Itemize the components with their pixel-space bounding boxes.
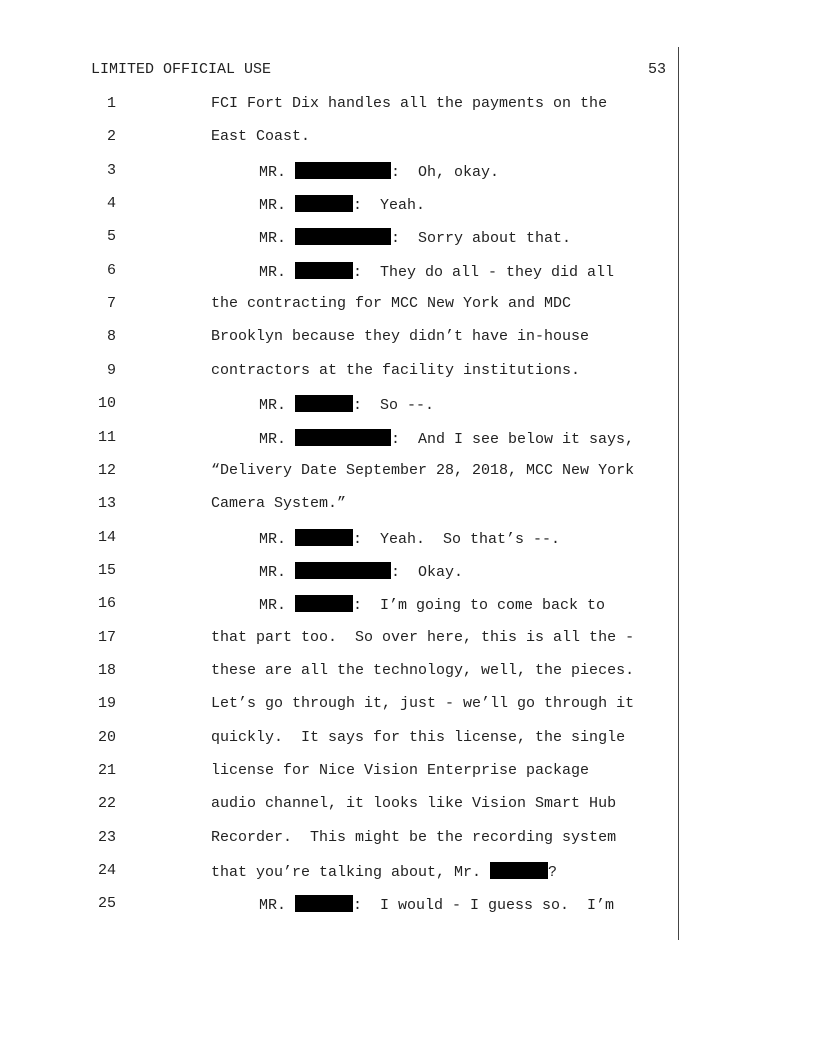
line-number: 17	[97, 628, 116, 646]
text-segment: MR.	[259, 430, 296, 448]
text-segment: FCI Fort Dix handles all the payments on the	[211, 95, 608, 112]
text-segment: Let’s go through it, just - we’ll go through it	[211, 695, 635, 713]
line-number: 24	[97, 862, 116, 880]
text-segment: MR.	[259, 897, 296, 915]
line-number: 14	[97, 528, 116, 546]
text-segment: quickly. It says for this license, the single	[211, 728, 626, 746]
redaction-box	[295, 195, 353, 212]
line-text	[211, 128, 310, 145]
text-segment: : Oh, okay.	[391, 163, 500, 181]
text-segment: MR.	[259, 197, 296, 215]
text-segment: MR.	[259, 530, 296, 548]
text-segment: Camera System.”	[211, 495, 347, 513]
line-text	[211, 495, 346, 512]
redaction-box	[295, 895, 353, 912]
line-text	[259, 395, 434, 414]
text-segment: ?	[548, 864, 558, 882]
text-segment: that part too. So over here, this is all the -	[211, 628, 635, 646]
transcript-line	[0, 795, 816, 819]
redaction-box	[295, 595, 353, 612]
transcript-line	[0, 395, 816, 419]
line-text	[211, 762, 589, 779]
transcript-line	[0, 895, 816, 919]
line-number: 16	[97, 595, 116, 613]
text-segment: “Delivery Date September 28, 2018, MCC New York	[211, 461, 635, 479]
line-number: 15	[97, 561, 116, 579]
line-text	[211, 862, 557, 881]
transcript-line	[0, 629, 816, 653]
line-text	[259, 529, 560, 548]
line-text	[259, 595, 605, 614]
redaction-box	[490, 862, 548, 879]
transcript-line	[0, 328, 816, 352]
line-number: 13	[97, 495, 116, 513]
line-number: 20	[97, 728, 116, 746]
text-segment: Recorder. This might be the recording system	[211, 828, 617, 846]
line-text	[259, 195, 425, 214]
line-text	[211, 362, 580, 379]
transcript-line	[0, 195, 816, 219]
transcript-line	[0, 729, 816, 753]
line-number: 11	[97, 428, 116, 446]
line-number: 12	[97, 461, 116, 479]
transcript-line	[0, 495, 816, 519]
text-segment: contractors at the facility institutions.	[211, 361, 581, 379]
text-segment: these are all the technology, well, the pieces.	[211, 661, 635, 679]
line-number: 3	[106, 161, 116, 179]
transcript-line	[0, 162, 816, 186]
text-segment: MR.	[259, 263, 296, 281]
text-segment: : I would - I guess so. I’m	[353, 897, 615, 915]
line-text	[211, 829, 616, 846]
text-segment: : They do all - they did all	[353, 263, 615, 281]
transcript-line	[0, 128, 816, 152]
transcript-line	[0, 762, 816, 786]
transcript-line	[0, 262, 816, 286]
text-segment: : Sorry about that.	[391, 230, 572, 248]
redaction-box	[295, 162, 391, 179]
text-segment: MR.	[259, 397, 296, 415]
line-number: 9	[106, 361, 116, 379]
text-segment: : Yeah. So that’s --.	[353, 530, 561, 548]
text-segment: MR.	[259, 563, 296, 581]
line-number: 21	[97, 762, 116, 779]
text-segment: audio channel, it looks like Vision Smart Hub	[211, 795, 617, 813]
line-text	[211, 695, 634, 712]
line-text	[211, 662, 634, 679]
transcript-line	[0, 562, 816, 586]
line-number: 7	[106, 295, 116, 313]
line-number: 1	[106, 95, 116, 112]
classification-header: LIMITED OFFICIAL USE	[91, 61, 272, 78]
line-number: 2	[106, 128, 116, 146]
line-text	[259, 562, 463, 581]
transcript-line	[0, 429, 816, 453]
text-segment: license for Nice Vision Enterprise package	[211, 762, 590, 779]
redaction-box	[295, 562, 391, 579]
line-number: 22	[97, 795, 116, 813]
transcript-line	[0, 695, 816, 719]
line-text	[259, 429, 634, 448]
text-segment: : And I see below it says,	[391, 430, 635, 448]
transcript-line	[0, 462, 816, 486]
line-text	[259, 262, 614, 281]
line-number: 18	[97, 661, 116, 679]
transcript-line	[0, 295, 816, 319]
line-number: 25	[97, 895, 116, 913]
text-segment: Brooklyn because they didn’t have in-house	[211, 328, 590, 346]
line-number: 19	[97, 695, 116, 713]
text-segment: MR.	[259, 163, 296, 181]
text-segment: MR.	[259, 597, 296, 615]
line-text	[211, 95, 607, 112]
line-number: 8	[106, 328, 116, 346]
transcript-line	[0, 662, 816, 686]
line-text	[211, 629, 634, 646]
line-text	[259, 228, 571, 247]
transcript-line	[0, 228, 816, 252]
text-segment: : Okay.	[391, 563, 464, 581]
transcript-line	[0, 95, 816, 119]
line-text	[211, 462, 634, 479]
line-text	[211, 729, 625, 746]
transcript-line	[0, 362, 816, 386]
text-segment: the contracting for MCC New York and MDC	[211, 295, 572, 313]
text-segment: East Coast.	[211, 128, 311, 146]
line-number: 23	[97, 828, 116, 846]
line-text	[259, 162, 499, 181]
transcript-line	[0, 595, 816, 619]
text-segment: MR.	[259, 230, 296, 248]
redaction-box	[295, 429, 391, 446]
transcript-line	[0, 829, 816, 853]
text-segment: : So --.	[353, 397, 435, 415]
redaction-box	[295, 228, 391, 245]
transcript-line	[0, 862, 816, 886]
line-text	[211, 795, 616, 812]
page-number: 53	[648, 61, 667, 78]
redaction-box	[295, 262, 353, 279]
line-text	[211, 328, 589, 345]
text-segment: : I’m going to come back to	[353, 597, 606, 615]
redaction-box	[295, 395, 353, 412]
redaction-box	[295, 529, 353, 546]
transcript-line	[0, 529, 816, 553]
line-number: 6	[106, 261, 116, 279]
line-text	[211, 295, 571, 312]
line-number: 4	[106, 195, 116, 213]
line-text	[259, 895, 614, 914]
line-number: 5	[106, 228, 116, 246]
text-segment: that you’re talking about, Mr.	[211, 864, 491, 882]
text-segment: : Yeah.	[353, 197, 426, 215]
line-number: 10	[97, 395, 116, 413]
